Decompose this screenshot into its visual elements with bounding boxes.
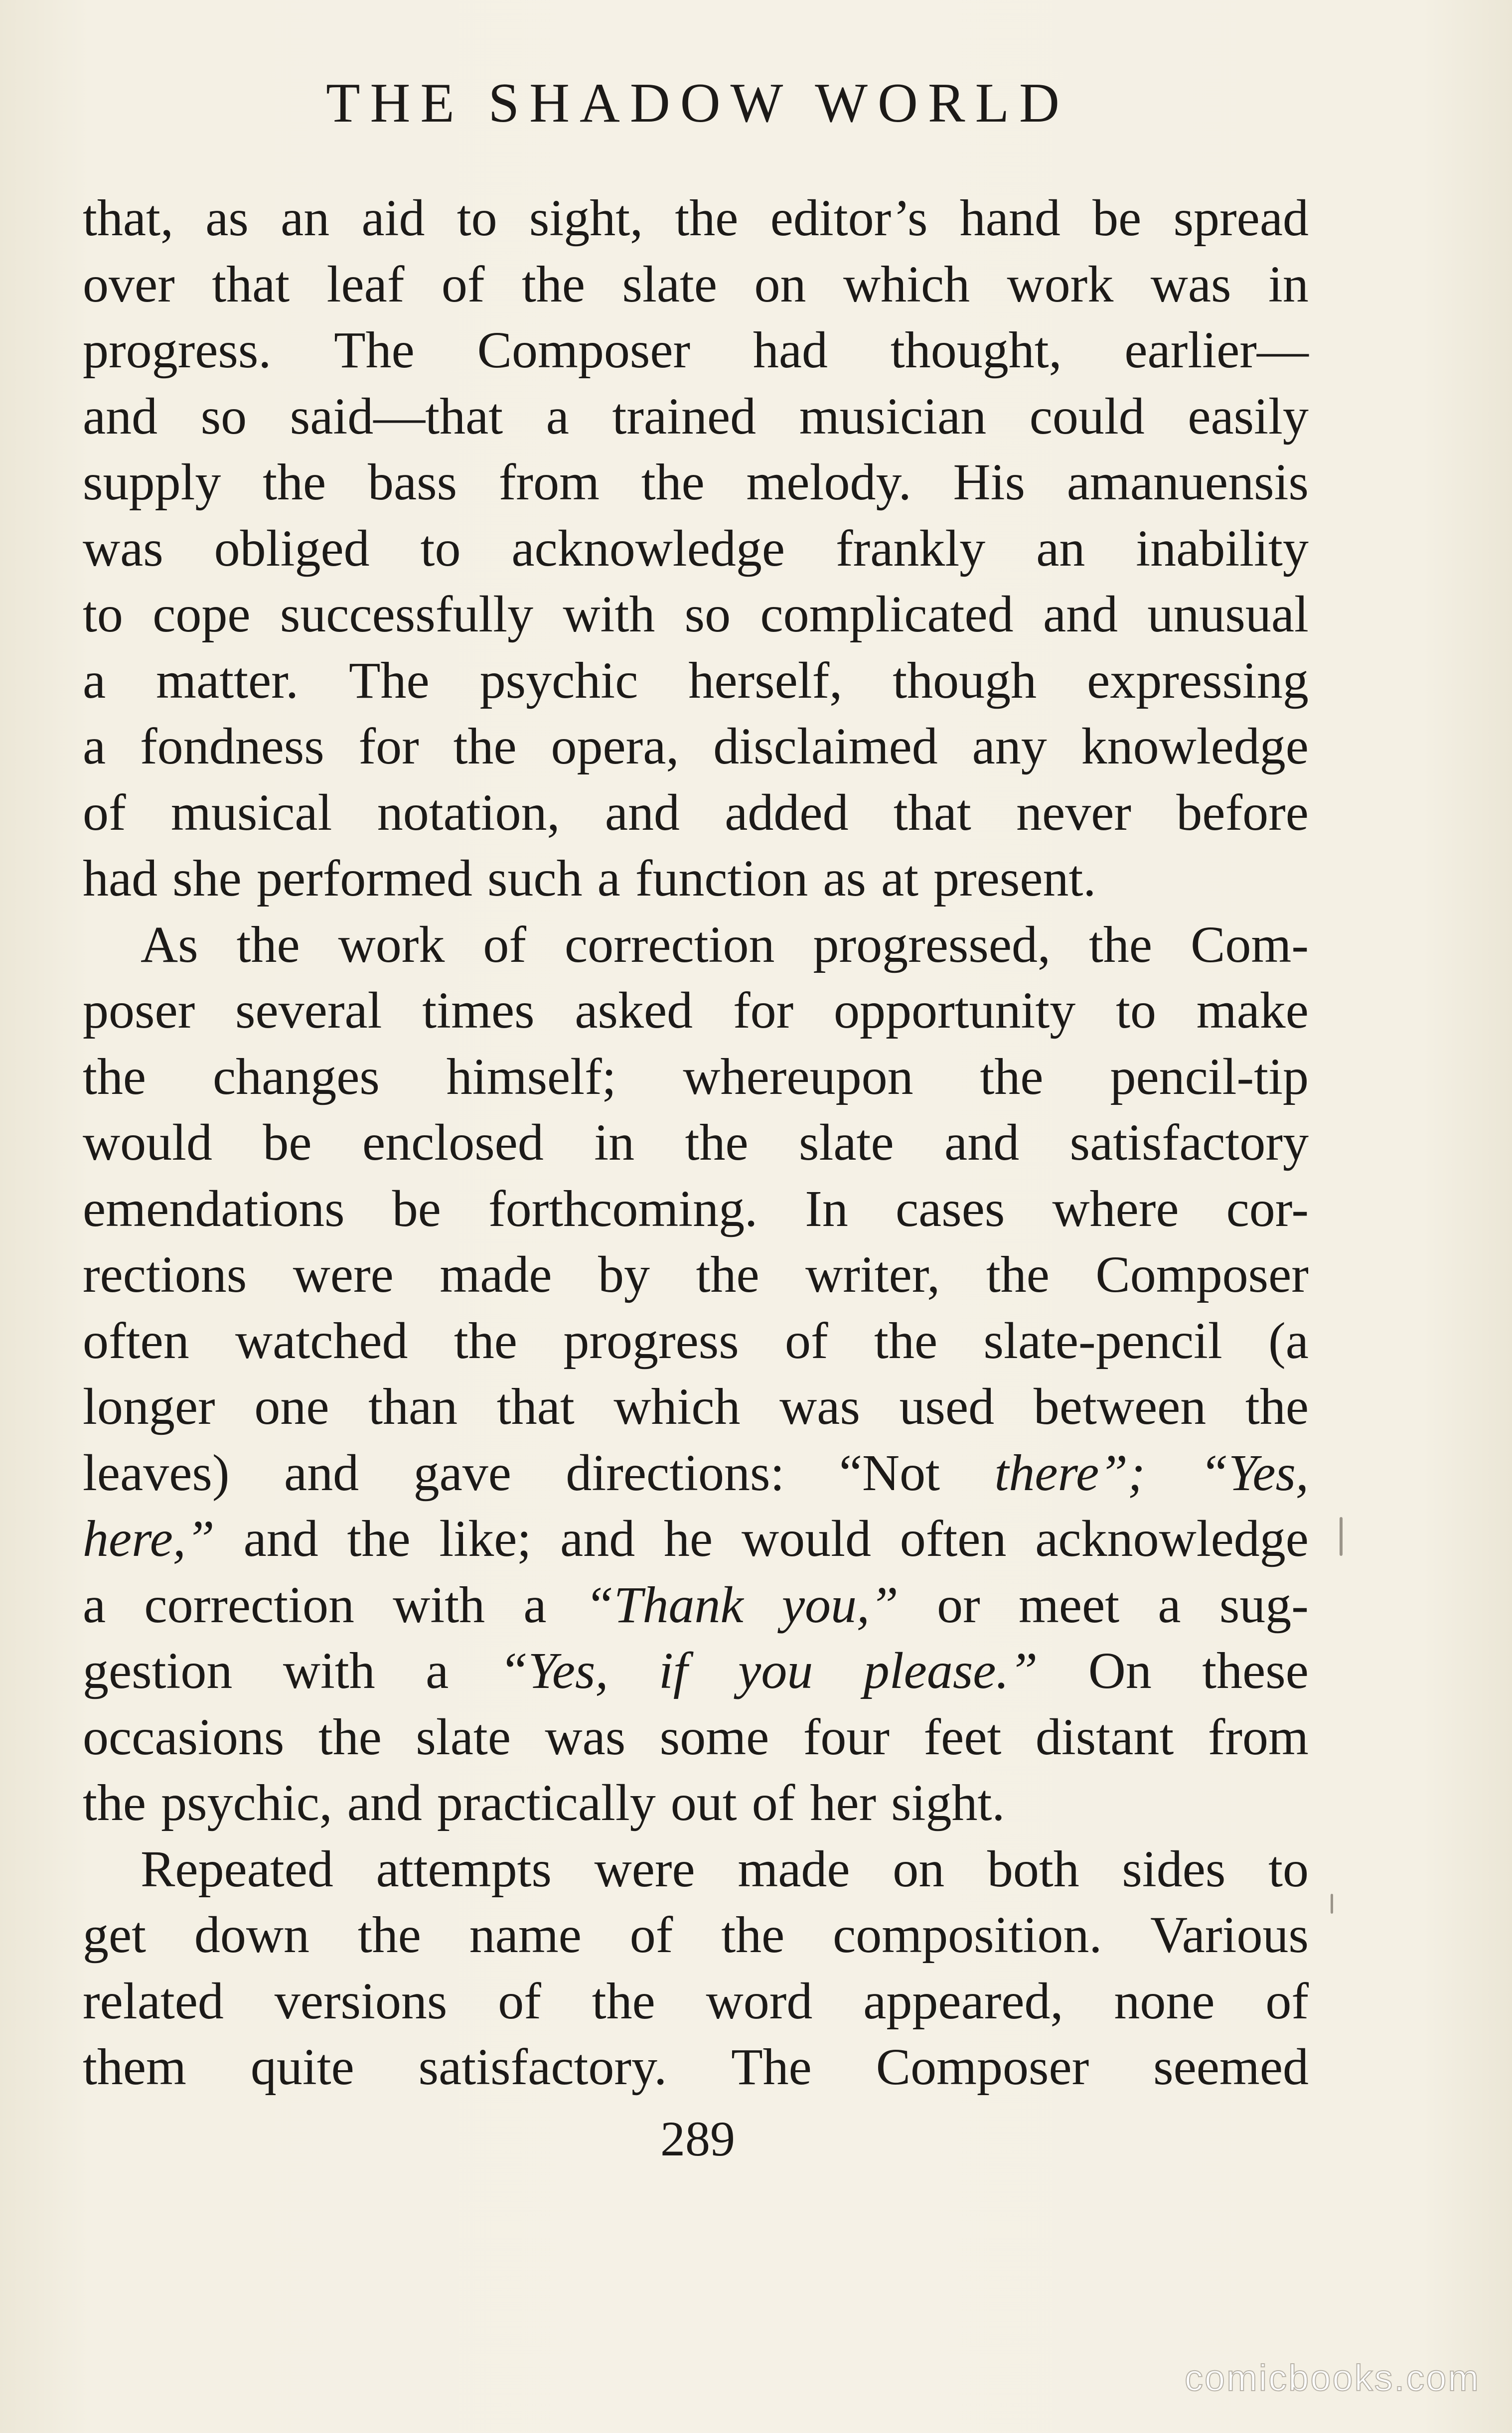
text-line: leaves) and gave directions: “Not there”; “Yes, [83, 1444, 1309, 1502]
text-line: to cope successfully with so complicated and unusual [83, 586, 1309, 643]
text-line: that, as an aid to sight, the editor’s hand be spread [83, 189, 1309, 247]
text-line: longer one than that which was used between the [83, 1378, 1309, 1435]
text-line: a fondness for the opera, disclaimed any knowledge [83, 718, 1309, 775]
text-line: poser several times asked for opportunity to make [83, 982, 1309, 1039]
text-line: here,” and the like; and he would often acknowledge [83, 1510, 1309, 1567]
text-line: a matter. The psychic herself, though expressing [83, 651, 1309, 709]
text-line: rections were made by the writer, the Composer [83, 1246, 1309, 1303]
text-line: progress. The Composer had thought, earlier— [83, 321, 1309, 379]
text-line: and so said—that a trained musician could easily [83, 387, 1309, 445]
margin-pencil-mark [1331, 1894, 1333, 1914]
text-line: supply the bass from the melody. His amanuensis [83, 454, 1309, 511]
text-line: often watched the progress of the slate-pencil (a [83, 1312, 1309, 1369]
text-line: emendations be forthcoming. In cases where cor- [83, 1180, 1309, 1237]
text-line: had she performed such a function as at present. [83, 850, 1096, 907]
text-line: As the work of correction progressed, the Com- [141, 915, 1309, 973]
running-head: THE SHADOW WORLD [326, 72, 1069, 134]
margin-pencil-mark [1340, 1517, 1343, 1556]
text-line: related versions of the word appeared, none of [83, 1972, 1309, 2030]
text-line: a correction with a “Thank you,” or meet a sug- [83, 1576, 1309, 1634]
text-line: over that leaf of the slate on which work was in [83, 255, 1309, 313]
text-line: was obliged to acknowledge frankly an inability [83, 519, 1309, 577]
page-number: 289 [660, 2111, 735, 2166]
text-line: the changes himself; whereupon the pencil-tip [83, 1048, 1309, 1105]
text-line: gestion with a “Yes, if you please.” On these [83, 1642, 1309, 1699]
text-line: occasions the slate was some four feet distant from [83, 1708, 1309, 1766]
text-line: would be enclosed in the slate and satisfactory [83, 1114, 1309, 1171]
text-line: them quite satisfactory. The Composer seemed [83, 2038, 1309, 2096]
watermark: comicbooks.com [1184, 2357, 1480, 2399]
text-line: get down the name of the composition. Various [83, 1906, 1309, 1964]
body-text [83, 185, 1309, 2101]
text-line: of musical notation, and added that never before [83, 783, 1309, 841]
text-line: Repeated attempts were made on both sides to [141, 1840, 1309, 1898]
text-line: the psychic, and practically out of her sight. [83, 1774, 1005, 1831]
